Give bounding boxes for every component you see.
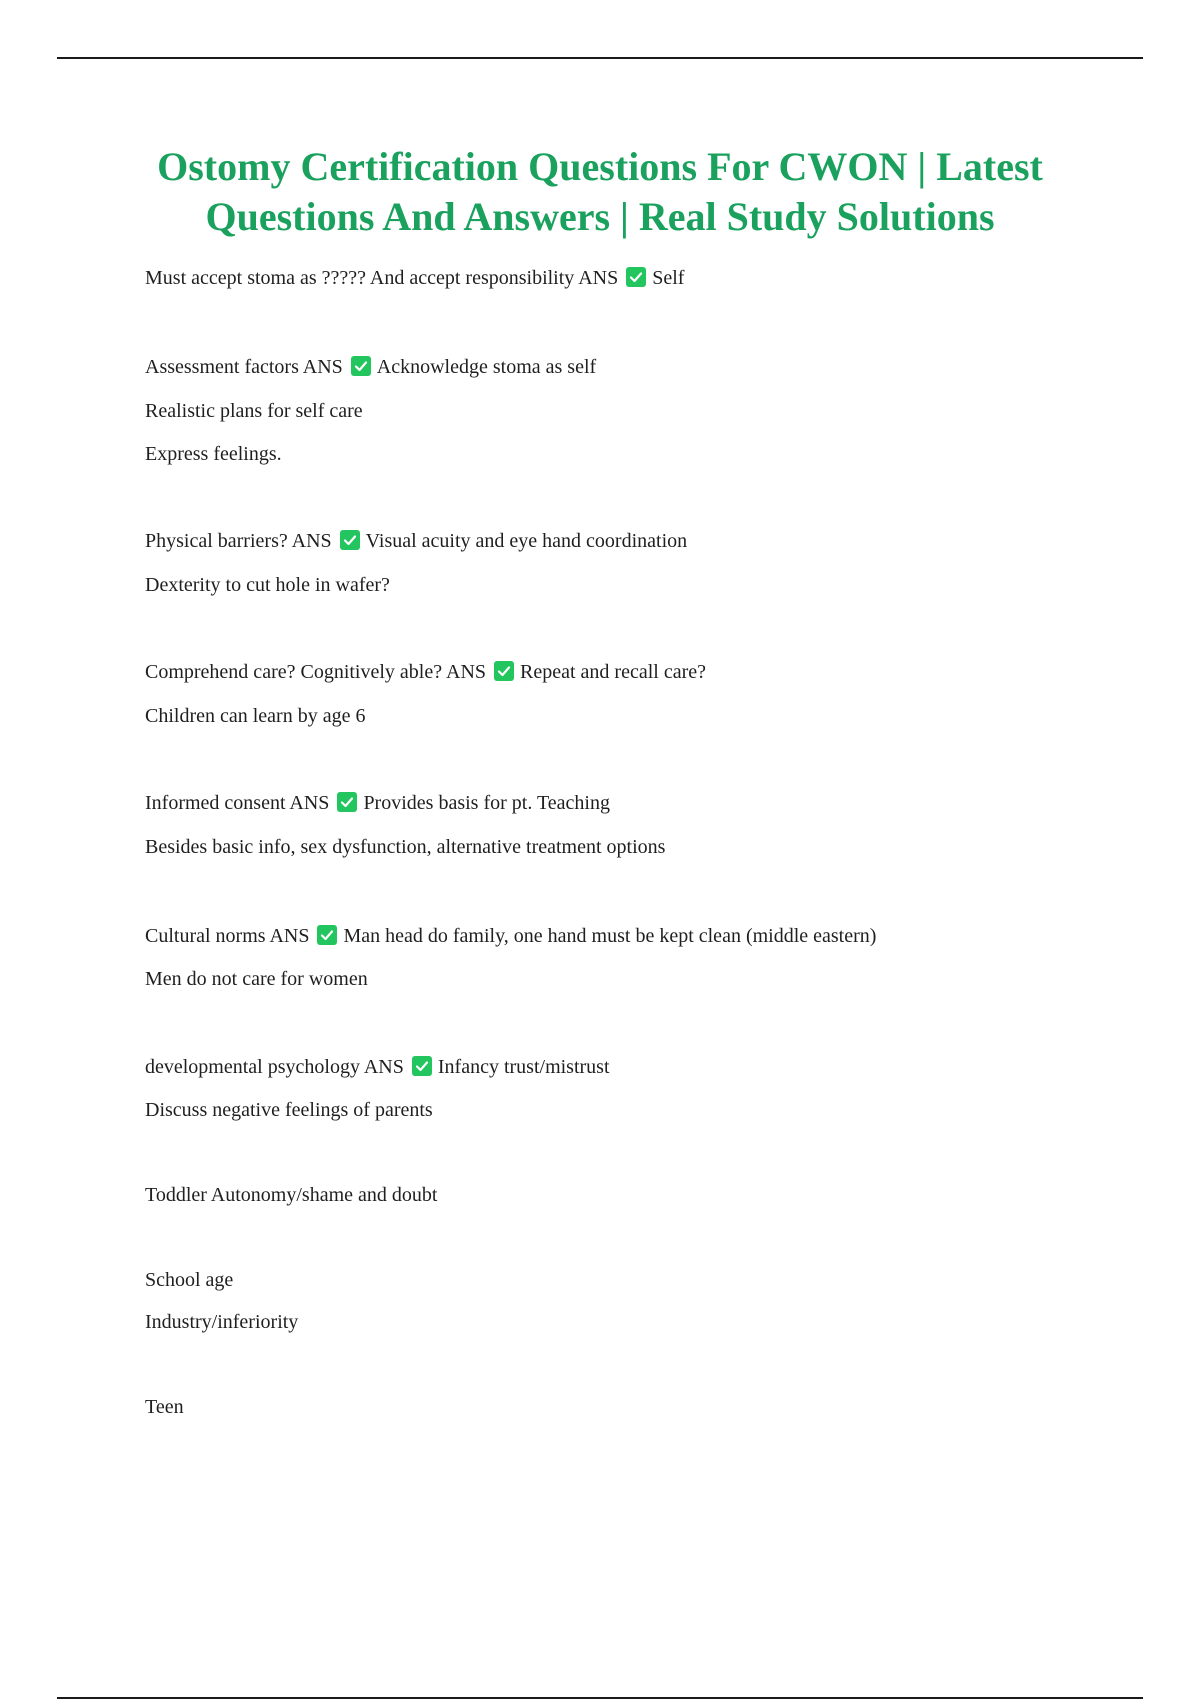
check-icon xyxy=(337,792,357,812)
answer-text: Provides basis for pt. Teaching xyxy=(363,792,610,814)
document-title: Ostomy Certification Questions For CWON | Latest Questions And Answers | Real Study Solutions xyxy=(157,144,1043,239)
top-rule xyxy=(57,57,1143,59)
text-line: Men do not care for women xyxy=(145,968,368,990)
text-line: Discuss negative feelings of parents xyxy=(145,1099,433,1121)
qa-line-comprehend-care xyxy=(145,659,706,685)
bottom-rule xyxy=(57,1697,1143,1699)
qa-line-assessment-factors xyxy=(145,354,596,380)
question-text: Physical barriers? xyxy=(145,530,288,552)
ans-marker: ANS xyxy=(363,1056,404,1078)
ans-marker: ANS xyxy=(269,925,310,947)
qa-line-informed-consent xyxy=(145,790,610,816)
check-icon xyxy=(351,356,371,376)
ans-marker: ANS xyxy=(302,356,343,378)
question-text: Assessment factors xyxy=(145,356,299,378)
answer-text: Man head do family, one hand must be kept clean (middle eastern) xyxy=(343,925,877,947)
ans-marker: ANS xyxy=(446,661,487,683)
check-icon xyxy=(317,925,337,945)
qa-line-stoma-acceptance xyxy=(145,265,684,291)
check-icon xyxy=(626,267,646,287)
qa-line-developmental-psychology xyxy=(145,1054,610,1080)
text-line: School age xyxy=(145,1269,234,1291)
ans-marker: ANS xyxy=(291,530,332,552)
answer-text: Repeat and recall care? xyxy=(520,661,707,683)
check-icon xyxy=(412,1056,432,1076)
question-text: Comprehend care? Cognitively able? xyxy=(145,661,443,683)
text-line: Express feelings. xyxy=(145,443,282,465)
answer-text: Acknowledge stoma as self xyxy=(376,356,597,378)
answer-text: Self xyxy=(652,267,685,289)
text-line: Dexterity to cut hole in wafer? xyxy=(145,574,390,596)
question-text: Informed consent xyxy=(145,792,286,814)
text-line: Realistic plans for self care xyxy=(145,400,363,422)
ans-marker: ANS xyxy=(578,267,619,289)
check-icon xyxy=(340,530,360,550)
text-line: Besides basic info, sex dysfunction, alternative treatment options xyxy=(145,836,666,858)
qa-line-physical-barriers xyxy=(145,528,687,554)
text-line: Industry/inferiority xyxy=(145,1311,299,1333)
text-line: Children can learn by age 6 xyxy=(145,705,366,727)
text-line: Toddler Autonomy/shame and doubt xyxy=(145,1184,438,1206)
question-text: developmental psychology xyxy=(145,1056,360,1078)
qa-line-cultural-norms xyxy=(145,923,876,949)
question-text: Cultural norms xyxy=(145,925,266,947)
question-text: Must accept stoma as ????? And accept responsibility xyxy=(145,267,575,289)
answer-text: Infancy trust/mistrust xyxy=(437,1056,610,1078)
answer-text: Visual acuity and eye hand coordination xyxy=(365,530,688,552)
text-line: Teen xyxy=(145,1396,184,1418)
ans-marker: ANS xyxy=(289,792,330,814)
check-icon xyxy=(494,661,514,681)
